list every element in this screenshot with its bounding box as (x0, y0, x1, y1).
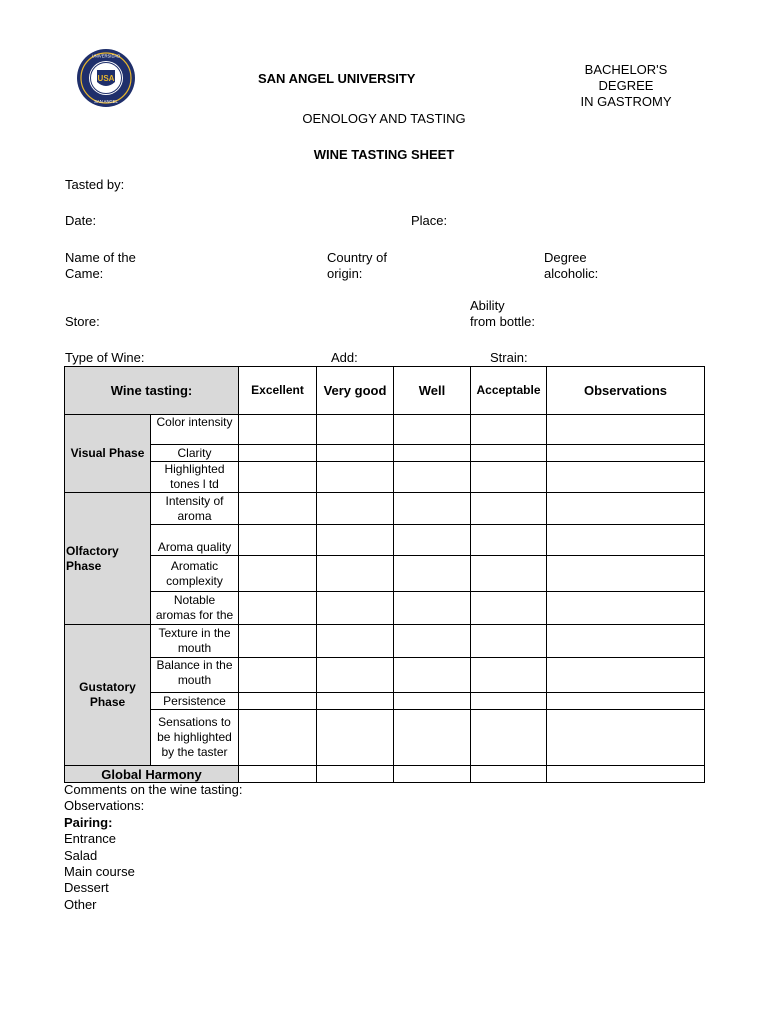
criterion-line: Sensations to (158, 715, 231, 729)
observations-label: Observations: (64, 798, 145, 814)
alcohol-degree-label-line: alcoholic: (544, 266, 599, 281)
rating-cell[interactable] (394, 592, 471, 625)
phase-label-line: Gustatory (79, 680, 136, 694)
observation-cell[interactable] (547, 445, 705, 462)
rating-cell[interactable] (471, 415, 547, 445)
wine-tasting-header: Wine tasting: (65, 367, 239, 415)
visual-phase-label: Visual Phase (65, 415, 151, 493)
country-label (327, 250, 387, 282)
store-label: Store: (65, 314, 100, 329)
gustatory-phase-label (65, 625, 151, 766)
criterion-line: Texture in the (158, 626, 231, 640)
criterion-line: by the taster (161, 745, 228, 759)
rating-cell[interactable] (394, 658, 471, 693)
criterion-line: aroma (177, 508, 212, 523)
rating-cell[interactable] (317, 693, 394, 710)
criterion-color-intensity: Color intensity (151, 415, 239, 445)
criterion-line: aromas for the (155, 608, 234, 622)
ability-label-line: Ability (470, 298, 505, 313)
criterion-line: Intensity of (165, 493, 224, 508)
rating-cell[interactable] (239, 592, 317, 625)
svg-text:SAN ANGEL: SAN ANGEL (94, 99, 118, 104)
rating-cell[interactable] (471, 625, 547, 658)
criterion-line: mouth (177, 673, 212, 687)
criterion-aromatic-complexity (151, 556, 239, 592)
rating-cell[interactable] (239, 556, 317, 592)
rating-cell[interactable] (471, 658, 547, 693)
criterion-aroma-quality: Aroma quality (151, 525, 239, 556)
rating-cell[interactable] (317, 445, 394, 462)
phase-label-line: Phase (89, 695, 126, 709)
rating-cell[interactable] (471, 592, 547, 625)
table-header-row (65, 367, 705, 415)
very-good-column-header: Very good (317, 367, 394, 415)
criterion-sensations (151, 710, 239, 766)
criterion-aroma-intensity (151, 493, 239, 525)
observation-cell[interactable] (547, 710, 705, 766)
criterion-clarity: Clarity (151, 445, 239, 462)
rating-cell[interactable] (394, 556, 471, 592)
rating-cell[interactable] (394, 462, 471, 493)
table-row (65, 525, 705, 556)
table-row (65, 556, 705, 592)
svg-text:USA: USA (97, 74, 115, 83)
rating-cell[interactable] (471, 693, 547, 710)
rating-cell[interactable] (394, 525, 471, 556)
observation-cell[interactable] (547, 693, 705, 710)
rating-cell[interactable] (394, 415, 471, 445)
rating-cell[interactable] (317, 415, 394, 445)
strain-label: Strain: (490, 350, 528, 365)
rating-cell[interactable] (317, 525, 394, 556)
rating-cell[interactable] (471, 462, 547, 493)
criterion-texture (151, 625, 239, 658)
global-harmony-label: Global Harmony (65, 766, 239, 783)
rating-cell[interactable] (239, 415, 317, 445)
rating-cell[interactable] (317, 592, 394, 625)
svg-text:UNIVERSIDAD: UNIVERSIDAD (91, 53, 121, 59)
olfactory-phase-label (65, 493, 151, 625)
table-row (65, 462, 705, 493)
wine-name-label (65, 250, 136, 282)
rating-cell[interactable] (239, 766, 317, 783)
observations-column-header: Observations (547, 367, 705, 415)
criterion-persistence: Persistence (151, 693, 239, 710)
add-label: Add: (331, 350, 358, 365)
criterion-line: tones l td (170, 477, 219, 491)
rating-cell[interactable] (317, 658, 394, 693)
wine-type-label: Type of Wine: (65, 350, 145, 365)
table-row (65, 415, 705, 445)
date-label: Date: (65, 213, 97, 228)
rating-cell[interactable] (239, 710, 317, 766)
criterion-line: be highlighted (157, 730, 232, 744)
observation-cell[interactable] (547, 525, 705, 556)
tasting-evaluation-table (64, 366, 705, 783)
rating-cell[interactable] (471, 445, 547, 462)
rating-cell[interactable] (239, 658, 317, 693)
observation-cell[interactable] (547, 415, 705, 445)
excellent-column-header: Excellent (239, 367, 317, 415)
acceptable-column-header: Acceptable (471, 367, 547, 415)
rating-cell[interactable] (239, 462, 317, 493)
observation-cell[interactable] (547, 658, 705, 693)
rating-cell[interactable] (471, 766, 547, 783)
pairing-salad: Salad (64, 847, 98, 863)
phase-label-line: Phase (66, 558, 102, 573)
rating-cell[interactable] (317, 462, 394, 493)
rating-cell[interactable] (317, 556, 394, 592)
well-column-header: Well (394, 367, 471, 415)
criterion-line: Balance in the (156, 658, 233, 672)
criterion-notable-aromas (151, 592, 239, 625)
table-row (65, 445, 705, 462)
rating-cell[interactable] (239, 625, 317, 658)
observation-cell[interactable] (547, 556, 705, 592)
rating-cell[interactable] (471, 556, 547, 592)
degree-line: DEGREE (598, 78, 654, 93)
pairing-dessert: Dessert (64, 880, 109, 896)
course-title: OENOLOGY AND TASTING (302, 111, 466, 126)
rating-cell[interactable] (394, 445, 471, 462)
observation-cell[interactable] (547, 462, 705, 493)
table-row (65, 658, 705, 693)
rating-cell[interactable] (239, 525, 317, 556)
pairing-main-course: Main course (64, 864, 135, 880)
rating-cell[interactable] (239, 493, 317, 525)
criterion-line: mouth (177, 641, 212, 655)
observation-cell[interactable] (547, 493, 705, 525)
place-label: Place: (411, 213, 448, 228)
ability-label (470, 298, 535, 330)
rating-cell[interactable] (394, 710, 471, 766)
observation-cell[interactable] (547, 766, 705, 783)
criterion-line: Notable (173, 593, 216, 607)
rating-cell[interactable] (317, 493, 394, 525)
table-row (65, 625, 705, 658)
university-seal-logo (75, 48, 137, 108)
global-harmony-row (65, 766, 705, 783)
phase-label-line: Olfactory (66, 543, 119, 558)
table-row (65, 710, 705, 766)
rating-cell[interactable] (471, 493, 547, 525)
rating-cell[interactable] (394, 625, 471, 658)
country-label-line: origin: (327, 266, 363, 281)
observation-cell[interactable] (547, 592, 705, 625)
observation-cell[interactable] (547, 625, 705, 658)
rating-cell[interactable] (317, 766, 394, 783)
criterion-line: Highlighted (164, 462, 225, 476)
table-row (65, 493, 705, 525)
comments-pairing-section (64, 782, 242, 913)
criterion-balance (151, 658, 239, 693)
wine-name-label-line: Came: (65, 266, 104, 281)
rating-cell[interactable] (239, 445, 317, 462)
alcohol-degree-label-line: Degree (544, 250, 587, 265)
rating-cell[interactable] (471, 710, 547, 766)
rating-cell[interactable] (317, 625, 394, 658)
tasted-by-label: Tasted by: (65, 177, 125, 192)
rating-cell[interactable] (394, 766, 471, 783)
criterion-line: Aromatic (170, 558, 219, 573)
degree-line: IN GASTROMY (580, 94, 672, 109)
comments-label: Comments on the wine tasting: (64, 782, 243, 797)
pairing-heading: Pairing: (64, 814, 113, 830)
alcohol-degree-label (544, 250, 598, 282)
sheet-title: WINE TASTING SHEET (313, 147, 455, 162)
rating-cell[interactable] (471, 525, 547, 556)
wine-name-label-line: Name of the (65, 250, 136, 265)
degree-line: BACHELOR'S (584, 62, 668, 77)
criterion-line: complexity (166, 573, 223, 588)
degree-block (560, 62, 692, 110)
pairing-other: Other (64, 896, 97, 912)
table-row (65, 693, 705, 710)
rating-cell[interactable] (239, 693, 317, 710)
pairing-entrance: Entrance (64, 831, 117, 847)
ability-label-line: from bottle: (470, 314, 536, 329)
rating-cell[interactable] (394, 493, 471, 525)
country-label-line: Country of (327, 250, 387, 265)
table-row (65, 592, 705, 625)
rating-cell[interactable] (394, 693, 471, 710)
criterion-highlighted-tones (151, 462, 239, 493)
rating-cell[interactable] (317, 710, 394, 766)
university-name: SAN ANGEL UNIVERSITY (258, 71, 416, 86)
